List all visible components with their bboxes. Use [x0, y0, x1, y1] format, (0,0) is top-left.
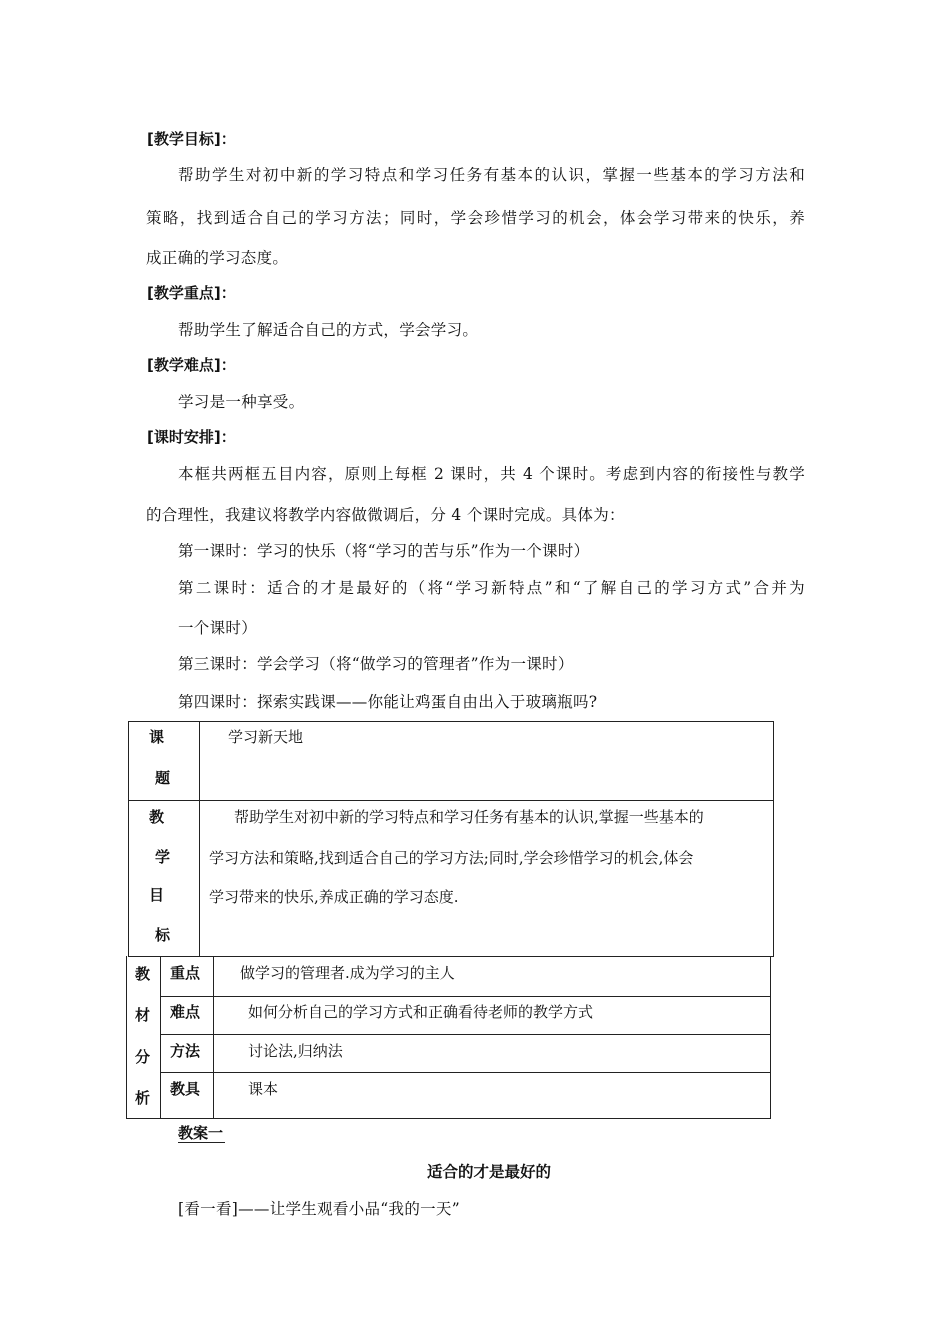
goals-heading: [教学目标]： [147, 130, 236, 148]
goals-line-1: 帮助学生对初中新的学习特点和学习任务有基本的认识，掌握一些基本的学习方法和 [178, 166, 805, 184]
lesson-2-cont: 一个课时） [178, 619, 258, 637]
lesson-plan-title [0, 1160, 950, 1182]
table-column-divider-upper [199, 721, 200, 956]
analysis-row-label-tools: 教具 [170, 1080, 201, 1098]
table-column-divider-b [213, 956, 214, 1119]
difficulty-text: 学习是一种享受。 [178, 393, 305, 411]
goals-label-char-2: 学 [155, 848, 171, 866]
goals-line-3: 成正确的学习态度。 [146, 249, 289, 267]
lesson-plan-first-line: [看一看]——让学生观看小品“我的一天” [178, 1200, 460, 1218]
key-points-text: 帮助学生了解适合自己的方式，学会学习。 [178, 321, 479, 339]
schedule-line-1: 本框共两框五目内容，原则上每框 2 课时，共 4 个课时。考虑到内容的衔接性与教学 [178, 465, 805, 483]
lesson-1: 第一课时：学习的快乐（将“学习的苦与乐”作为一个课时） [178, 542, 590, 560]
analysis-row-value-method: 讨论法,归纳法 [248, 1042, 343, 1060]
goals-line-2: 策略，找到适合自己的学习方法；同时，学会珍惜学习的机会，体会学习带来的快乐，养 [146, 209, 805, 227]
schedule-line-2: 的合理性，我建议将教学内容做微调后，分 4 个课时完成。具体为： [146, 506, 625, 524]
table-goals-line-3: 学习带来的快乐,养成正确的学习态度. [209, 888, 459, 906]
analysis-label-char-4: 析 [135, 1089, 151, 1107]
goals-label-char-3: 目 [149, 886, 165, 904]
schedule-heading: [课时安排]： [147, 428, 236, 446]
lesson-plan-label: 教案一 [178, 1124, 224, 1142]
analysis-row-value-tools: 课本 [248, 1080, 279, 1098]
table-divider-1 [128, 800, 774, 801]
table-border-left-upper [128, 721, 129, 956]
topic-value: 学习新天地 [228, 728, 304, 746]
topic-label-char-2: 题 [155, 769, 171, 787]
analysis-row-value-difficulty: 如何分析自己的学习方式和正确看待老师的教学方式 [248, 1003, 594, 1021]
table-divider-2 [128, 956, 774, 957]
analysis-row-label-method: 方法 [170, 1042, 201, 1060]
lesson-2: 第二课时：适合的才是最好的（将“学习新特点”和“了解自己的学习方式”合并为 [178, 579, 805, 597]
goals-label-char-4: 标 [155, 926, 171, 944]
analysis-row-label-key: 重点 [170, 964, 201, 982]
lesson-3: 第三课时：学会学习（将“做学习的管理者”作为一课时） [178, 655, 574, 673]
table-row-divider-2 [160, 1034, 771, 1035]
table-goals-line-2: 学习方法和策略,找到适合自己的学习方法;同时,学会珍惜学习的机会,体会 [209, 849, 694, 867]
table-border-right-lower [770, 956, 771, 1119]
table-border-bottom [126, 1118, 771, 1119]
lesson-4: 第四课时：探索实践课——你能让鸡蛋自由出入于玻璃瓶吗? [178, 693, 598, 711]
analysis-label-char-2: 材 [135, 1006, 151, 1024]
table-border-right-upper [773, 721, 774, 956]
table-border-top [128, 721, 774, 722]
table-goals-line-1: 帮助学生对初中新的学习特点和学习任务有基本的认识,掌握一些基本的 [234, 808, 704, 826]
analysis-row-label-difficulty: 难点 [170, 1003, 201, 1021]
table-border-left-lower [126, 956, 127, 1119]
analysis-label-char-3: 分 [135, 1048, 151, 1066]
difficulty-heading: [教学难点]： [147, 356, 236, 374]
analysis-label-char-1: 教 [135, 965, 151, 983]
topic-label-char-1: 课 [149, 728, 165, 746]
table-row-divider-3 [160, 1072, 771, 1073]
table-row-divider-1 [160, 996, 771, 997]
goals-label-char-1: 教 [149, 808, 165, 826]
lesson-plan-title-text: 适合的才是最好的 [426, 1163, 551, 1181]
analysis-row-value-key: 做学习的管理者.成为学习的主人 [240, 964, 455, 982]
table-column-divider-a [160, 956, 161, 1119]
key-points-heading: [教学重点]： [147, 284, 236, 302]
